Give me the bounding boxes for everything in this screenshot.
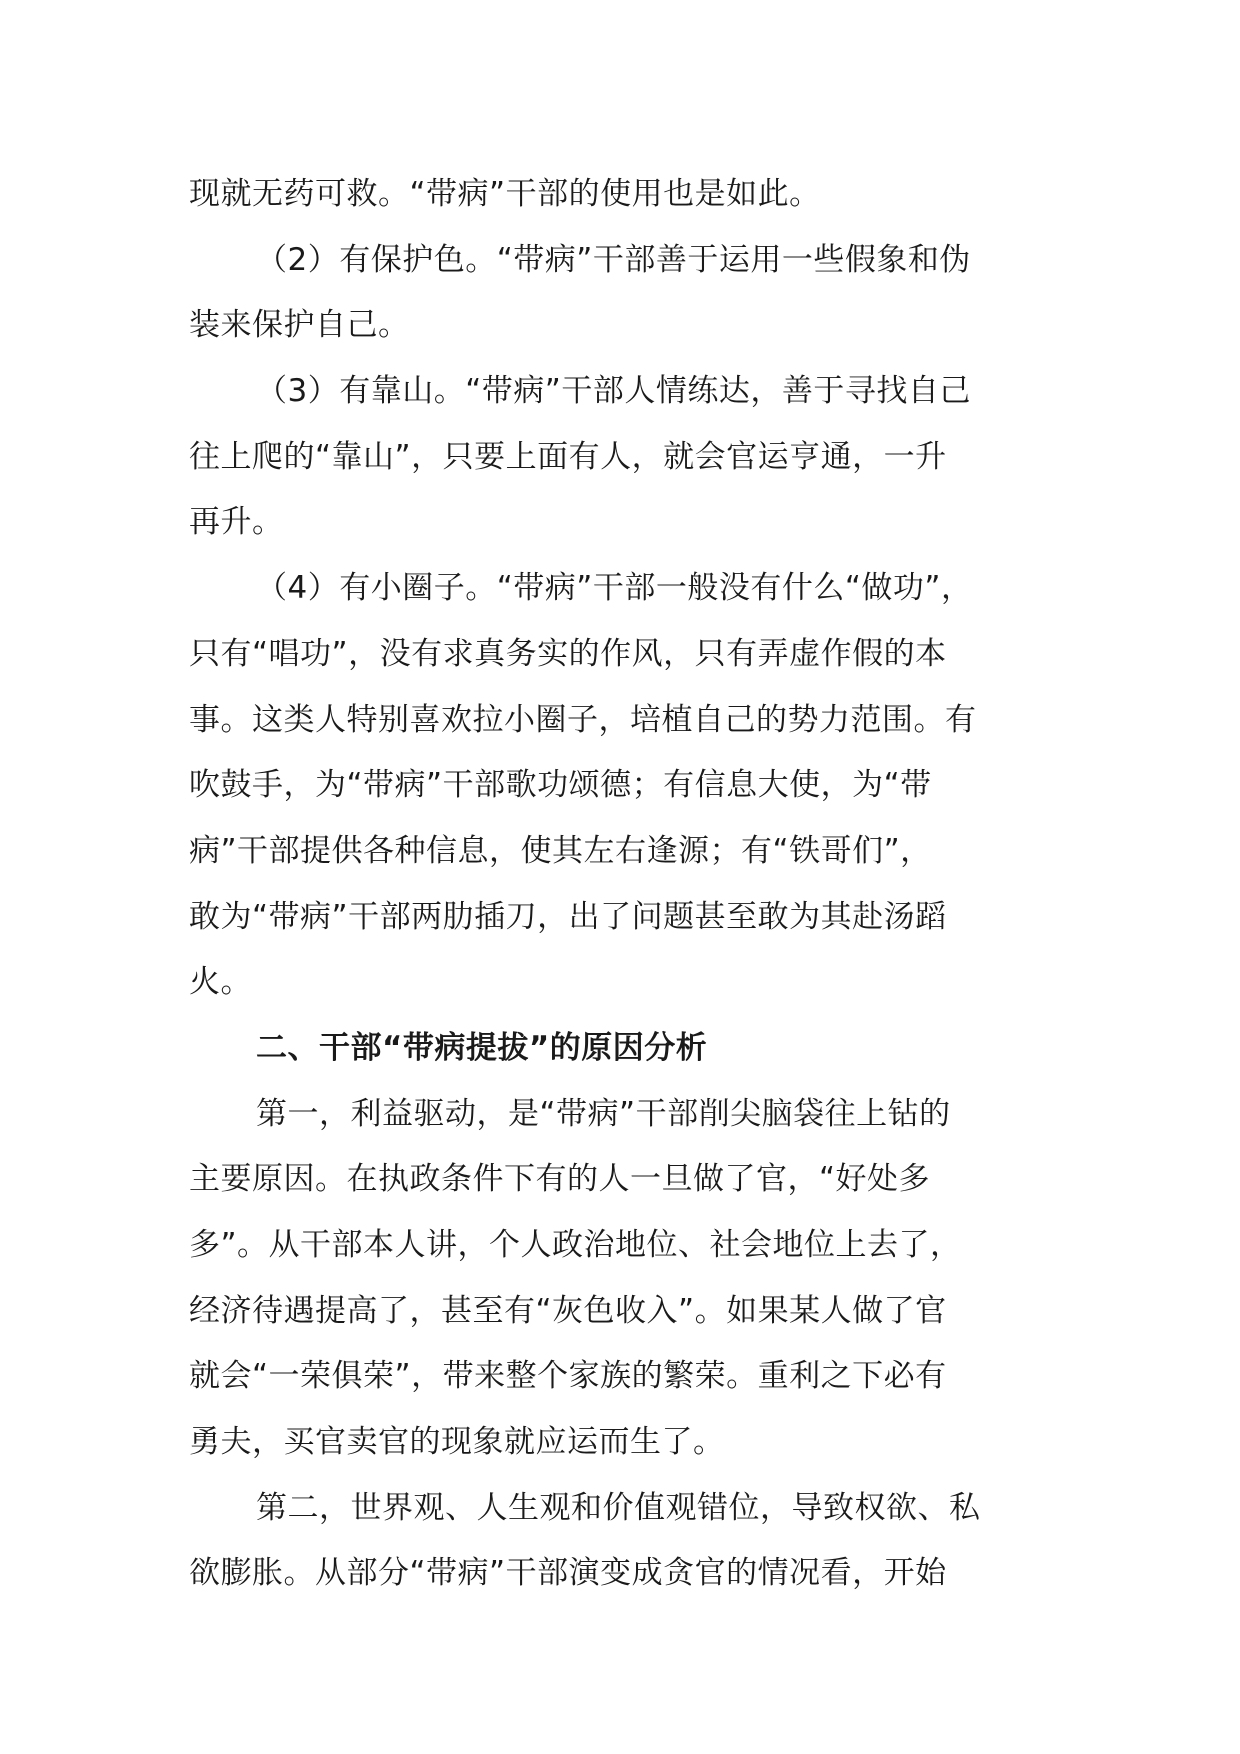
section-heading: 二、干部“带病提拔”的原因分析 [256, 1029, 708, 1066]
text-line: 第二，世界观、人生观和价值观错位，导致权欲、私 [256, 1489, 981, 1526]
text-line: 第一，利益驱动，是“带病”干部削尖脑袋往上钻的 [256, 1095, 951, 1132]
text-line: （2）有保护色。“带病”干部善于运用一些假象和伪 [256, 241, 971, 278]
text-line: 再升。 [189, 504, 284, 541]
text-line: 现就无药可救。“带病”干部的使用也是如此。 [189, 176, 821, 212]
text-line: 主要原因。在执政条件下有的人一旦做了官，“好处多 [189, 1161, 931, 1198]
text-line: 经济待遇提高了，甚至有“灰色收入”。如果某人做了官 [189, 1292, 947, 1329]
text-line: 吹鼓手，为“带病”干部歌功颂德；有信息大使，为“带 [189, 767, 932, 804]
text-line: 欲膨胀。从部分“带病”干部演变成贪官的情况看，开始 [189, 1555, 947, 1592]
text-line: （3）有靠山。“带病”干部人情练达，善于寻找自己 [256, 373, 971, 410]
text-line: 事。这类人特别喜欢拉小圈子，培植自己的势力范围。有 [189, 701, 977, 738]
text-line: 只有“唱功”，没有求真务实的作风，只有弄虚作假的本 [189, 635, 947, 672]
document-body [189, 162, 1059, 1607]
text-line: 火。 [189, 964, 252, 1001]
text-line: 敢为“带病”干部两肋插刀，出了问题甚至敢为其赴汤蹈 [189, 898, 947, 935]
text-line: 勇夫，买官卖官的现象就应运而生了。 [189, 1424, 725, 1461]
text-line: 病”干部提供各种信息，使其左右逢源；有“铁哥们”， [189, 832, 932, 869]
text-line: 就会“一荣俱荣”，带来整个家族的繁荣。重利之下必有 [189, 1358, 947, 1395]
text-line: （4）有小圈子。“带病”干部一般没有什么“做功”， [256, 570, 973, 607]
text-line: 装来保护自己。 [189, 307, 410, 344]
text-line: 往上爬的“靠山”，只要上面有人，就会官运亨通，一升 [189, 438, 947, 475]
text-line: 多”。从干部本人讲，个人政治地位、社会地位上去了， [189, 1227, 962, 1263]
